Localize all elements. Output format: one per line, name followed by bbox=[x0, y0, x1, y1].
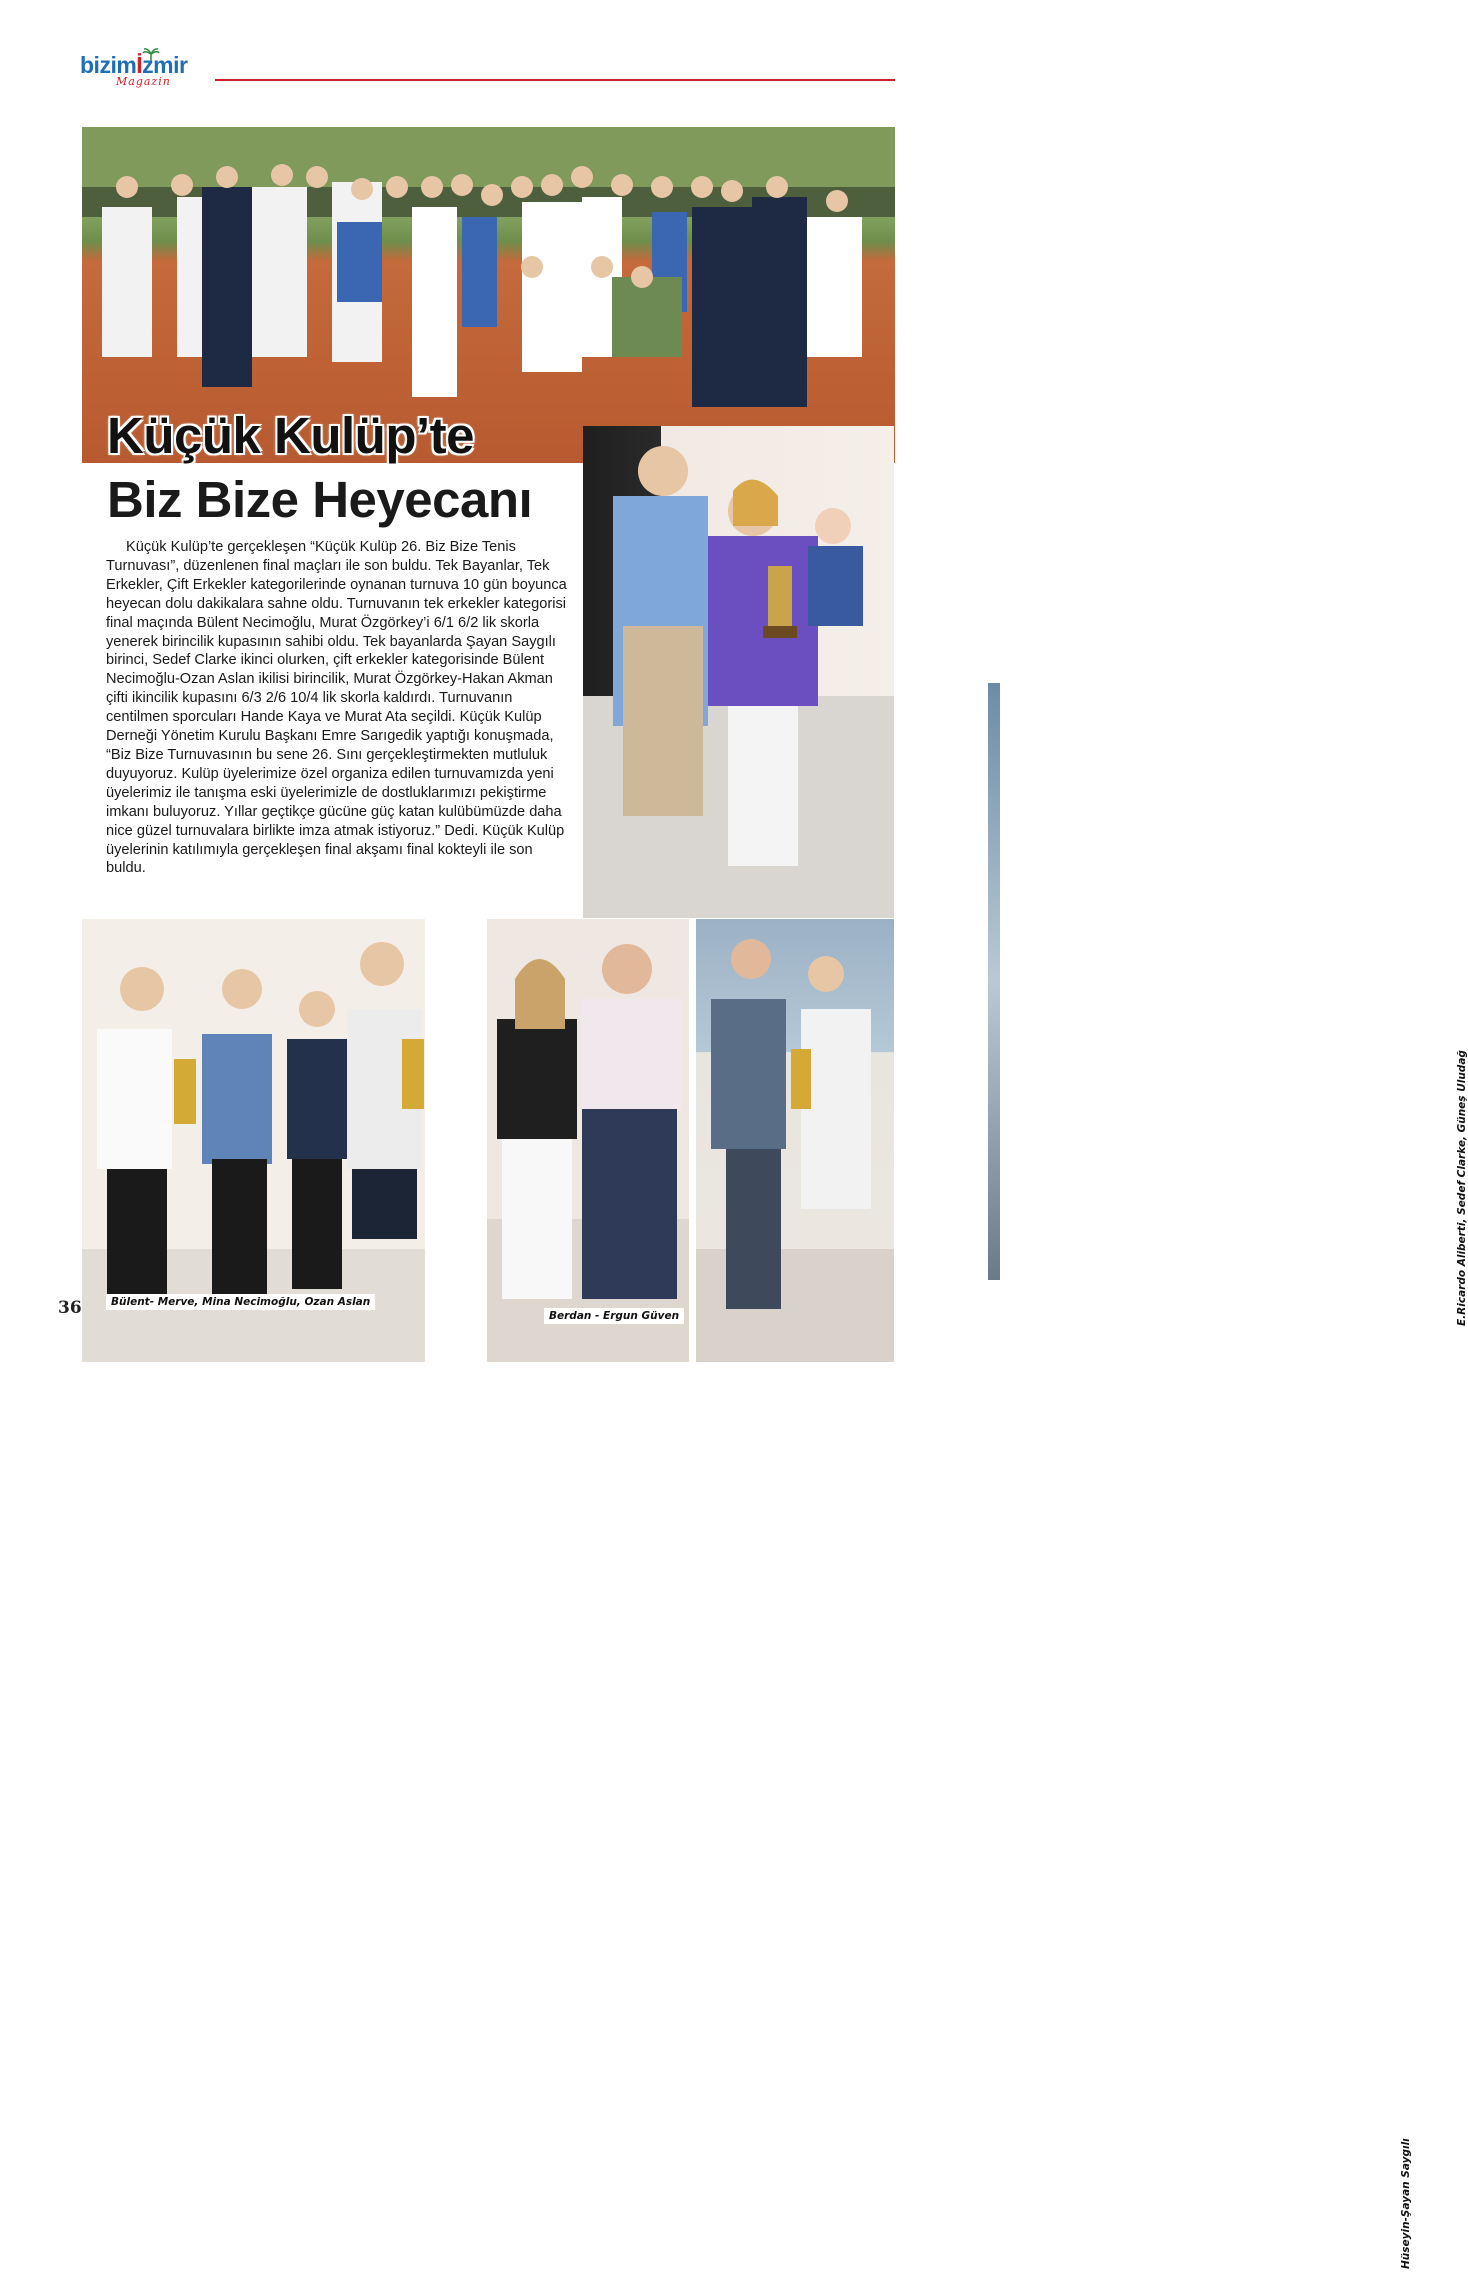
magazine-logo bbox=[80, 48, 220, 90]
couple-scene-2 bbox=[696, 919, 894, 1362]
trophy-group-scene bbox=[583, 426, 894, 918]
page-number: 36 bbox=[58, 1298, 82, 1318]
couple-scene bbox=[487, 919, 689, 1362]
photo-couple-berdan-ergun bbox=[487, 919, 689, 1362]
header-rule bbox=[215, 79, 895, 81]
adjacent-page-photo-edge bbox=[988, 683, 1000, 1280]
photo-couple-huseyin-sayan bbox=[696, 919, 1412, 2269]
caption-right-photo: E.Ricardo Aliberti, Sedef Clarke, Güneş Uludağ bbox=[1456, 1050, 1468, 1326]
article-title bbox=[82, 400, 582, 530]
caption-bottom-middle: Berdan - Ergun Güven bbox=[544, 1308, 684, 1324]
title-line-1: Küçük Kulüp’te bbox=[107, 407, 475, 464]
article-body bbox=[106, 538, 568, 878]
caption-bottom-left: Bülent- Merve, Mina Necimoğlu, Ozan Aslan bbox=[106, 1294, 375, 1310]
logo-subtitle: Magazin bbox=[116, 75, 171, 88]
title-line-2: Biz Bize Heyecanı bbox=[107, 471, 533, 528]
logo-wordmark: bizimİzmir bbox=[80, 52, 188, 78]
caption-bottom-right: Hüseyin-Şayan Saygılı bbox=[1399, 2133, 1413, 2274]
article-paragraph: Küçük Kulüp’te gerçekleşen “Küçük Kulüp 26. Biz Bize Tenis Turnuvası”, düzenlenen final maçları ile son buldu. Tek Bayanlar, Tek Erkekler, Çift Erkekler kategorilerinde oynanan turnuva 10 gün boyunca heyecan dolu dakikalara sahne oldu. Turnuvanın tek erkekler kategorisi final maçında Bülent Necimoğlu, Murat Özgörkey’i 6/1 6/2 lik skorla yenerek birincilik kupasının sahibi oldu. Tek bayanlarda Şayan Saygılı birinci, Sedef Clarke ikinci olurken, çift erkekler kategorisinde Bülent Necimoğlu-Ozan Aslan ikilisi birincilik, Murat Özgörkey-Hakan Akman çifti ikincilik kupasını 6/3 2/6 10/4 lik skorla kaldırdı. Turnuvanın centilmen sporcuları Hande Kaya ve Murat Ata seçildi. Küçük Kulüp Derneği Yönetim Kurulu Başkanı Emre Sarıgedik yaptığı konuşmada, “Biz Bize Turnuvasının bu sene 26. Sını gerçekleştirmekten mutluluk duyuyoruz. Kulüp üyelerimize özel organiza edilen turnuvamızda yeni üyelerimiz ile tanışma eski üyelerimizle de dostluklarımızı pekiştirme imkanı buluyoruz. Yıllar geçtikçe gücüne güç katan kulübümüzde daha nice güzel turnuvalara birlikte imza atmak istiyoruz.” Dedi. Küçük Kulüp üyelerinin katılımıyla gerçekleşen final akşamı final kokteyli ile son buldu. bbox=[106, 539, 567, 877]
